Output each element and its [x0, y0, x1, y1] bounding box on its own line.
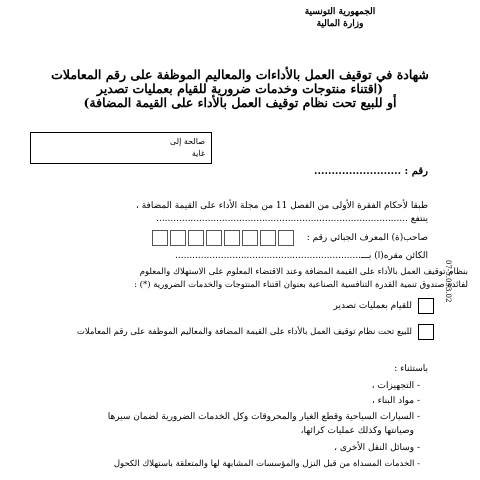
export-checkbox[interactable]	[418, 298, 434, 314]
intro-line-2[interactable]: ينتفع ........................................................................................	[156, 214, 428, 224]
title-line-3: أو للبيع تحت نظام توقيف العمل بالأداء على القيمة المضافة)	[83, 95, 397, 110]
exception-item: - التجهيزات ،	[371, 381, 420, 391]
tax-id-label: صاحب(ة) المعرف الجبائي رقم :	[306, 233, 428, 243]
tax-id-cell[interactable]	[278, 230, 294, 246]
exception-item: - السيارات السياحية وقطع الغيار والمحروقات وكل الخدمات الضرورية لضمان سيرها	[107, 412, 420, 422]
exception-item: - مواد البناء ،	[371, 396, 420, 406]
exception-item: - الخدمات المسداة من قبل النزل والمؤسسات المشابهة لها والمتعلقة باستهلاك الكحول	[113, 459, 420, 469]
intro-line-1: طبقا لأحكام الفقرة الأولى من الفصل 11 من مجلة الأداء على القيمة المضافة ،	[135, 201, 428, 211]
tax-id-cell[interactable]	[152, 230, 168, 246]
tax-id-cell[interactable]	[170, 230, 186, 246]
tax-id-cell[interactable]	[206, 230, 222, 246]
side-reference-code: 07-5.053.02	[444, 260, 452, 303]
title-line-1: شهادة في توقيف العمل بالأداءات والمعاليم الموظفة على رقم المعاملات	[51, 67, 429, 82]
exception-item: - وسائل النقل الأخرى ،	[334, 443, 420, 453]
country-name: الجمهورية التونسية	[304, 7, 376, 17]
suspension-checkbox[interactable]	[418, 324, 434, 340]
regime-line-2: لفائدة صندوق تنمية القدرة التنافسية الصناعية بعنوان اقتناء المنتوجات والخدمات الضرورية (*) :	[134, 280, 468, 290]
suspension-option-label: للبيع تحت نظام توقيف العمل بالأداء على القيمة المضافة والمعاليم الموظفة على رقم المعاملات	[76, 327, 412, 337]
tax-id-cell[interactable]	[242, 230, 258, 246]
tax-id-cell[interactable]	[224, 230, 240, 246]
address-field[interactable]: الكائن مقره(ا) بـــ.................................................................	[175, 251, 428, 261]
export-option-label: للقيام بعمليات تصدير	[333, 301, 412, 311]
regime-line-1: بنظام توقيف العمل بالأداء على القيمة المضافة وعند الاقتضاء المعلوم على الاستهلاك والمعلوم	[139, 267, 468, 277]
issuing-authority	[280, 6, 400, 30]
exception-item: وصيانتها وكذلك عمليات كرائها،	[300, 426, 414, 436]
ministry-name: وزارة المالية	[316, 19, 364, 29]
title-line-2: (اقتناء منتوجات وخدمات ضرورية للقيام بعمليات تصدير	[96, 81, 384, 96]
validity-label-2: غاية	[191, 149, 205, 158]
tax-id-cells[interactable]	[150, 230, 294, 246]
exceptions-heading: باستثناء :	[394, 364, 428, 374]
tax-id-cell[interactable]	[188, 230, 204, 246]
number-field[interactable]: رقم : .........................	[314, 166, 428, 177]
validity-box	[30, 132, 212, 164]
tax-id-cell[interactable]	[260, 230, 276, 246]
validity-label-1: صالحة إلى	[170, 137, 205, 146]
